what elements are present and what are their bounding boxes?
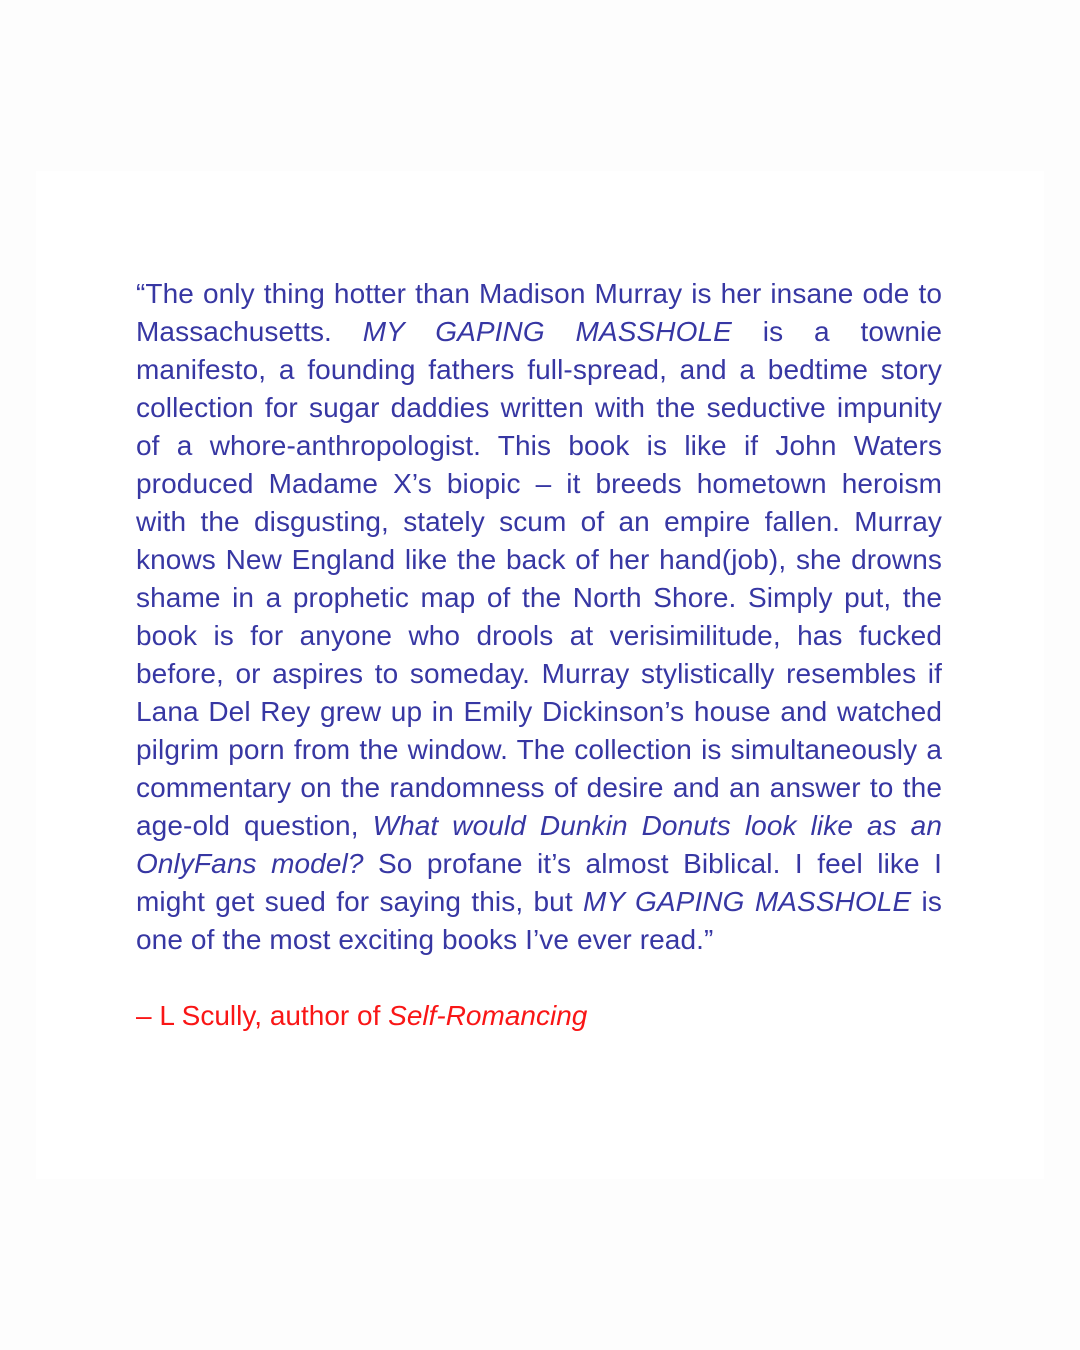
text-segment: MY GAPING MASSHOLE	[583, 886, 912, 917]
text-segment: Self-Romancing	[388, 1000, 588, 1031]
text-column	[136, 275, 942, 1035]
text-segment: is one of the most exciting books I’ve ever read.”	[136, 886, 942, 955]
text-segment: So profane it’s almost Biblical. I feel like I might get sued for saying this, but	[136, 848, 942, 917]
review-quote	[136, 275, 942, 959]
review-attribution	[136, 997, 942, 1035]
text-segment: What would Dunkin Donuts look like as an OnlyFans model?	[136, 810, 943, 879]
text-segment: “The only thing hotter than Madison Murray is her insane ode to Massachusetts.	[136, 278, 942, 347]
text-segment: – L Scully, author of	[136, 1000, 389, 1031]
text-segment: is a townie manifesto, a founding fathers full-spread, and a bedtime story collection for sugar daddies written with the seductive impunity of a whore-anthropologist. This book is like if John Waters produced Madame X’s biopic – it breeds hometown heroism with the disgusting, stately scum of an empire fallen. Murray knows New England like the back of her hand(job), she drowns shame in a prophetic map of the North Shore. Simply put, the book is for anyone who drools at verisimilitude, has fucked before, or aspires to someday. Murray stylistically resembles if Lana Del Rey grew up in Emily Dickinson’s house and watched pilgrim porn from the window. The collection is simultaneously a commentary on the randomness of desire and an answer to the age-old question,	[136, 316, 942, 841]
text-segment: MY GAPING MASSHOLE	[362, 316, 732, 347]
book-blurb-card	[36, 171, 1044, 1179]
